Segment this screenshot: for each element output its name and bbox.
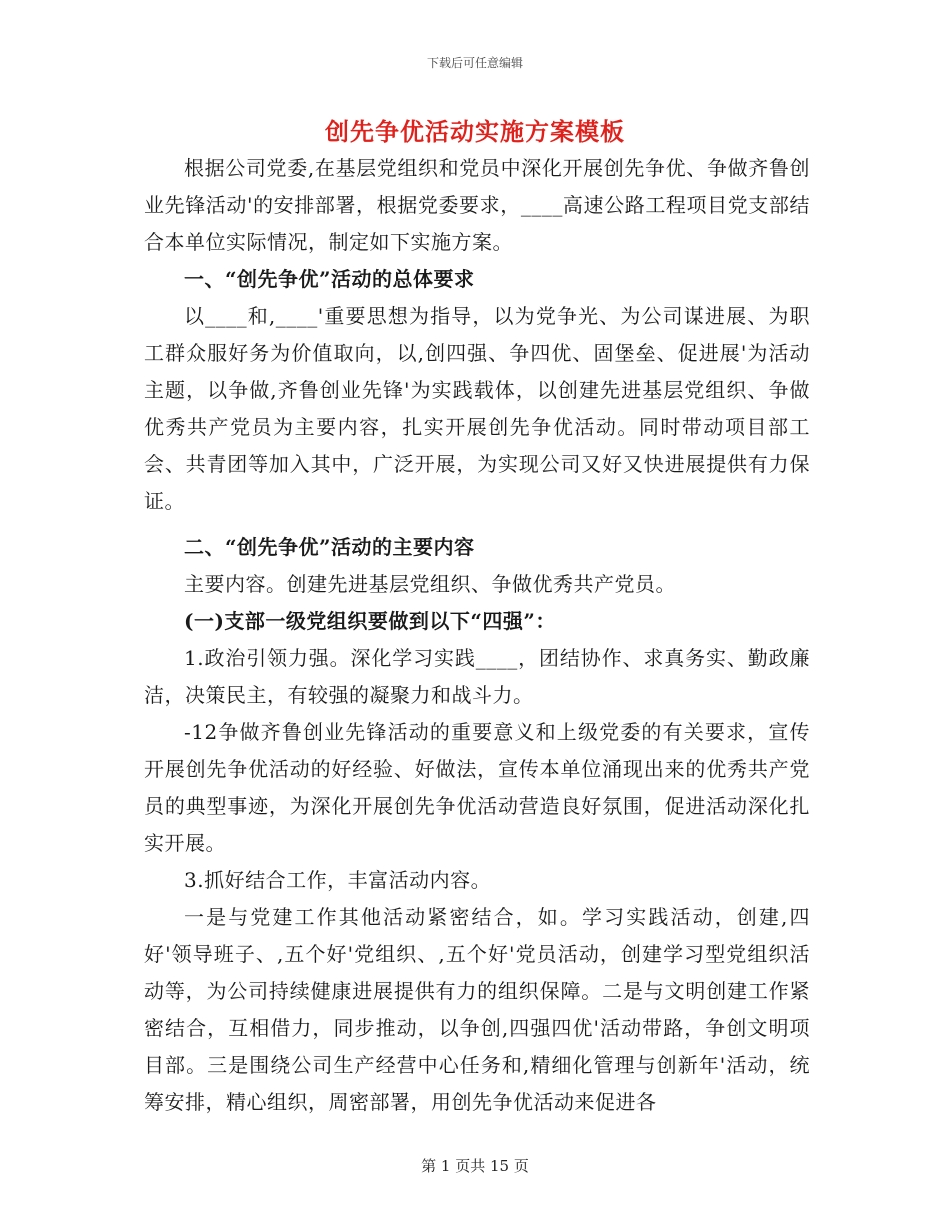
document-title: 创先争优活动实施方案模板 (325, 117, 625, 146)
item-3-heading: 3.抓好结合工作，丰富活动内容。 (184, 868, 492, 892)
intro-paragraph: 根据公司党委,在基层党组织和党员中深化开展创先争优、争做齐鲁创业先锋活动'的安排部署，根据党委要求，____高速公路工程项目党支部结合本单位实际情况，制定如下实施方案。 (144, 156, 810, 254)
page-header-note: 下载后可任意编辑 (426, 56, 523, 70)
section-heading-1: 一、“创先争优”活动的总体要求 (184, 267, 475, 291)
item-2-paragraph: -12争做齐鲁创业先锋活动的重要意义和上级党委的有关要求，宣传开展创先争优活动的好经验、好做法，宣传本单位涌现出来的优秀共产党员的典型事迹，为深化开展创先争优活动营造良好氛围，促进活动深化扎实开展。 (144, 720, 810, 855)
section-heading-2: 二、“创先争优”活动的主要内容 (184, 535, 475, 559)
combination-paragraph: 一是与党建工作其他活动紧密结合，如。学习实践活动，创建,四好'领导班子、,五个好'党组织、,五个好'党员活动，创建学习型党组织活动等，为公司持续健康进展提供有力的组织保障。二是与文明创建工作紧密结合，互相借力，同步推动，以争创,四强四优'活动带路，争创文明项目部。三是围绕公司生产经营中心任务和,精细化管理与创新年'活动，统筹安排，精心组织，周密部署，用创先争优活动来促进各 (144, 905, 810, 1114)
item-1-paragraph: 1.政治引领力强。深化学习实践____，团结协作、求真务实、勤政廉洁，决策民主，有较强的凝聚力和战斗力。 (144, 646, 810, 707)
page-footer: 第 1 页共 15 页 (421, 1157, 529, 1175)
requirements-paragraph: 以____和,____'重要思想为指导，以为党争光、为公司谋进展、为职工群众服好务为价值取向，以,创四强、争四优、固堡垒、促进展'为活动主题，以争做,齐鲁创业先锋'为实践载体，以创建先进基层党组织、争做优秀共产党员为主要内容，扎实开展创先争优活动。同时带动项目部工会、共青团等加入其中，广泛开展，为实现公司又好又快进展提供有力保证。 (144, 304, 810, 513)
document-body (144, 150, 810, 1121)
subsection-heading: (一)支部一级党组织要做到以下“四强”： (184, 609, 556, 633)
main-content-paragraph: 主要内容。创建先进基层党组织、争做优秀共产党员。 (184, 572, 676, 596)
